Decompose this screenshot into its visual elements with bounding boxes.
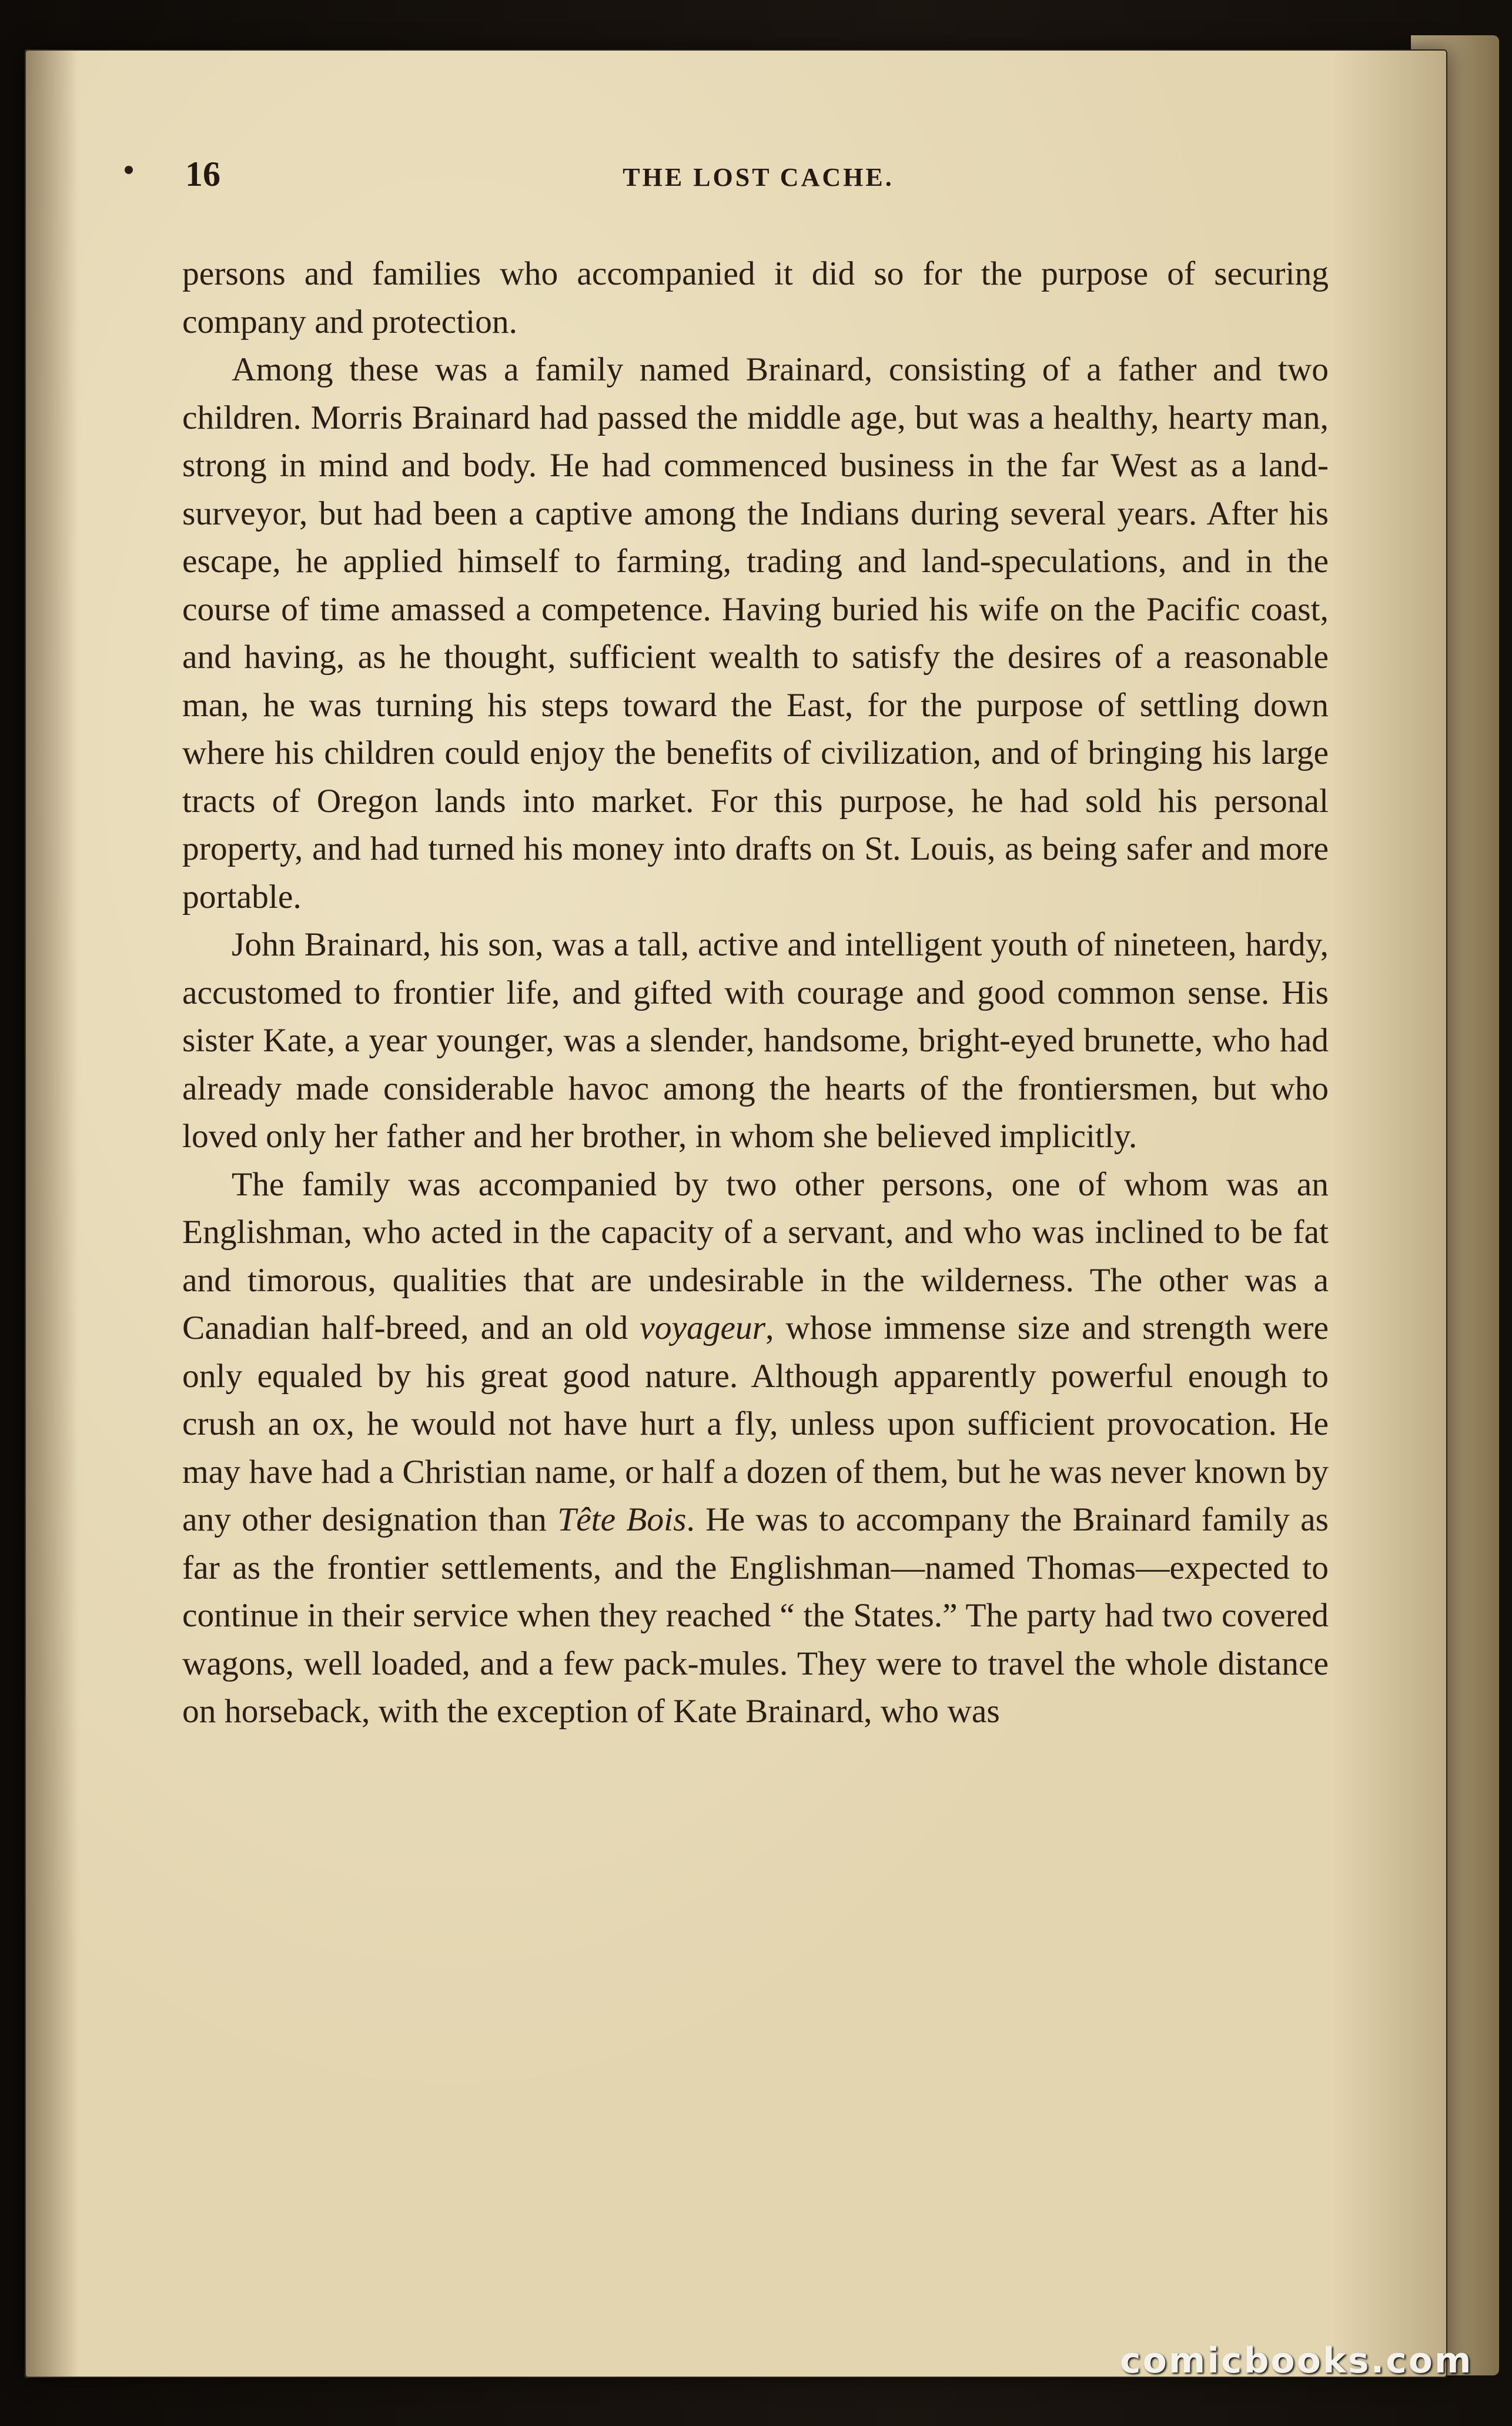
running-title: THE LOST CACHE. xyxy=(623,163,894,192)
paragraph: Among these was a family named Brainard, consisting of a father and two children. Morris Brainard had passed the middle age, but was a healthy, hearty man, strong in mind and body. He had commenced business in the far West as a land-surveyor, but had been a captive among the Indians during several years. After his escape, he applied himself to farming, trading and land-speculations, and in the course of time amassed a competence. Having buried his wife on the Pacific coast, and having, as he thought, sufficient wealth to satisfy the desires of a reasonable man, he was turning his steps toward the East, for the purpose of settling down where his children could enjoy the benefits of civilization, and of bringing his large tracts of Oregon lands into market. For this purpose, he had sold his personal property, and had turned his money into drafts on St. Louis, as being safer and more portable. xyxy=(182,351,1329,915)
page-header xyxy=(185,154,1332,207)
watermark: comicbooks.com xyxy=(1120,2340,1473,2381)
text-run: . He was to accompany the Brainard family as far as the frontier settlements, and the Englishman—named Thomas—expected to continue in their service when they reached “ the States.” The party had two covered wagons, well loaded, and a few pack-mules. They were to travel the whole distance on horseback, with the exception of Kate Brainard, who was xyxy=(182,1501,1329,1730)
italic-name: Tête Bois xyxy=(557,1501,687,1538)
paragraph: persons and families who accompanied it did so for the purpose of securing company and protection. xyxy=(182,255,1329,340)
italic-term: voyageur xyxy=(640,1309,766,1346)
page-number: 16 xyxy=(185,155,220,193)
text-run: , whose immense size and strength were only equaled by his great good nature. Although apparently powerful enough to crush an ox, he would not have hurt a fly, unless upon sufficient provocation. He may have had a Christian name, or half a dozen of them, but he was never known by any other designation than xyxy=(182,1309,1329,1538)
binding-shadow xyxy=(25,49,78,2378)
body-text xyxy=(182,250,1329,1736)
ink-spot xyxy=(125,166,133,174)
paragraph xyxy=(182,1161,1329,1736)
paragraph: John Brainard, his son, was a tall, active and intelligent youth of nineteen, hardy, accustomed to frontier life, and gifted with courage and good common sense. His sister Kate, a year younger, was a slender, handsome, bright-eyed brunette, who had already made considerable havoc among the hearts of the frontiersmen, but who loved only her father and her brother, in whom she believed implicitly. xyxy=(182,926,1329,1155)
text-run: The family was accompanied by two other persons, one of whom was an Englishman, who acted in the capacity of a servant, and who was inclined to be fat and timorous, qualities that are undesirable in the wilderness. The other was a Canadian half-breed, and an old xyxy=(182,1165,1329,1346)
